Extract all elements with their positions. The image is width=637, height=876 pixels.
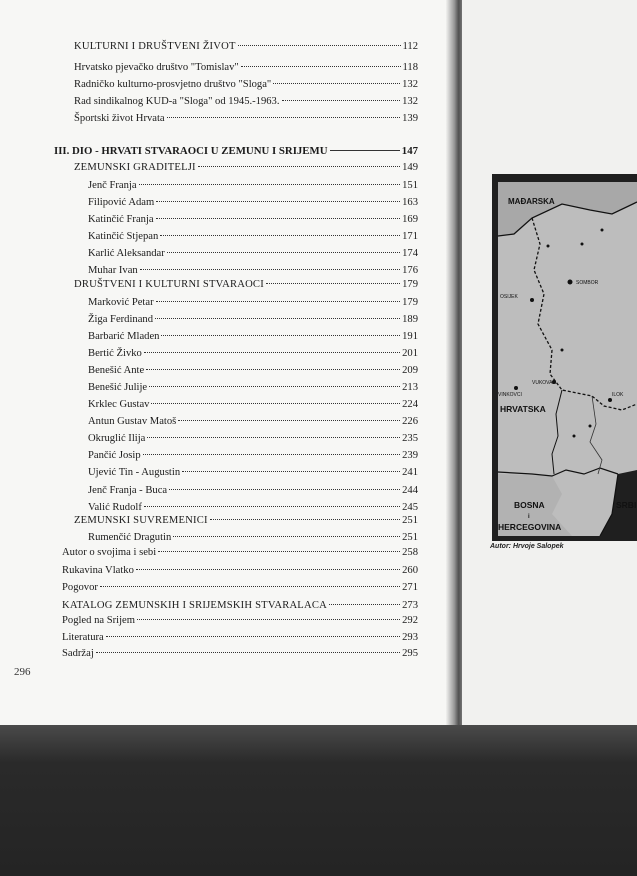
toc-entry-title: Filipović Adam xyxy=(88,197,155,208)
toc-entry-title: Benešić Julije xyxy=(88,382,148,393)
toc-page-number: 169 xyxy=(402,214,418,225)
toc-entry xyxy=(62,565,418,581)
toc-entry-title: Muhar Ivan xyxy=(88,265,138,276)
toc-page-number: 179 xyxy=(402,279,418,290)
toc-entry-title: Autor o svojima i sebi xyxy=(62,547,157,558)
toc-page-number: 149 xyxy=(402,162,418,173)
toc-leader-dots xyxy=(136,569,400,570)
toc-entry xyxy=(62,600,418,616)
toc-entry-title: Marković Petar xyxy=(88,297,154,308)
toc-entry-title: Katinčić Franja xyxy=(88,214,154,225)
toc-leader-dots xyxy=(156,218,401,219)
toc-entry xyxy=(88,399,418,415)
toc-leader-dots xyxy=(140,269,400,270)
toc-entry xyxy=(74,279,418,295)
toc-leader-dots xyxy=(147,437,400,438)
toc-entry xyxy=(62,648,418,664)
toc-entry xyxy=(88,532,418,548)
toc-page-number: 118 xyxy=(402,62,418,73)
toc-leader-dots xyxy=(330,150,400,151)
toc-entry xyxy=(74,113,418,129)
toc-entry xyxy=(88,248,418,264)
toc-entry-title: Valić Rudolf xyxy=(88,502,142,513)
toc-entry xyxy=(88,314,418,330)
toc-page-number: 163 xyxy=(402,197,418,208)
toc-entry-title: ZEMUNSKI SUVREMENICI xyxy=(74,515,208,526)
toc-entry-title: KATALOG ZEMUNSKIH I SRIJEMSKIH STVARALACA xyxy=(62,600,327,611)
toc-leader-dots xyxy=(158,551,400,552)
map-label-ilok: ILOK xyxy=(612,392,624,398)
toc-leader-dots xyxy=(182,471,400,472)
toc-entry-title: Rad sindikalnog KUD-a "Sloga" od 1945.-1963. xyxy=(74,96,280,107)
map-label-madarska: MAĐARSKA xyxy=(508,197,555,206)
toc-entry xyxy=(88,180,418,196)
toc-entry xyxy=(88,467,418,483)
toc-leader-dots xyxy=(329,604,400,605)
map-caption: Autor: Hrvoje Salopek xyxy=(490,543,564,550)
toc-leader-dots xyxy=(167,252,400,253)
toc-page-number: 179 xyxy=(402,297,418,308)
toc-leader-dots xyxy=(241,66,401,67)
toc-entry xyxy=(88,433,418,449)
toc-entry xyxy=(74,515,418,531)
toc-entry-title: Jenč Franja xyxy=(88,180,137,191)
map-label-sombor: SOMBOR xyxy=(576,280,599,286)
toc-leader-dots xyxy=(155,318,400,319)
toc-leader-dots xyxy=(160,235,400,236)
toc-entry xyxy=(88,297,418,313)
map-label-vinkovci: VINKOVCI xyxy=(498,392,522,398)
toc-entry-title: Karlić Aleksandar xyxy=(88,248,165,259)
toc-entry-title: Bertić Živko xyxy=(88,348,142,359)
toc-leader-dots xyxy=(100,586,400,587)
toc-entry xyxy=(62,582,418,598)
toc-page-number: 273 xyxy=(402,600,418,611)
toc-entry xyxy=(74,96,418,112)
toc-page-number: 213 xyxy=(402,382,418,393)
toc-entry xyxy=(74,162,418,178)
toc-page-number: 226 xyxy=(402,416,418,427)
toc-page-number: 258 xyxy=(402,547,418,558)
toc-entry-title: Rumenčić Dragutin xyxy=(88,532,172,543)
toc-entry-title: Sadržaj xyxy=(62,648,94,659)
toc-entry-title: DRUŠTVENI I KULTURNI STVARAOCI xyxy=(74,279,264,290)
toc-page-number: 271 xyxy=(402,582,418,593)
toc-leader-dots xyxy=(173,536,400,537)
toc-entry xyxy=(74,41,418,57)
toc-page-number: 112 xyxy=(402,41,418,52)
toc-entry-title: Pogled na Srijem xyxy=(62,615,135,626)
map-label-osijek: OSIJEK xyxy=(500,294,518,300)
map-label-hrvatska: HRVATSKA xyxy=(500,404,546,414)
toc-page-number: 174 xyxy=(402,248,418,259)
toc-leader-dots xyxy=(143,454,400,455)
toc-leader-dots xyxy=(137,619,400,620)
toc-entry-title: III. DIO - HRVATI STVARAOCI U ZEMUNU I SRIJEMU xyxy=(54,145,328,157)
toc-leader-dots xyxy=(156,301,401,302)
toc-page-number: 260 xyxy=(402,565,418,576)
toc-entry-title: Športski život Hrvata xyxy=(74,113,165,124)
toc-entry xyxy=(88,416,418,432)
map-label-bosna: BOSNA xyxy=(514,500,545,510)
toc-page-number: 235 xyxy=(402,433,418,444)
toc-page-number: 151 xyxy=(402,180,418,191)
toc-page-number: 245 xyxy=(402,502,418,513)
toc-page-number: 132 xyxy=(402,79,418,90)
toc-leader-dots xyxy=(96,652,400,653)
toc-leader-dots xyxy=(169,489,400,490)
toc-entry xyxy=(88,197,418,213)
toc-page-number: 171 xyxy=(402,231,418,242)
toc-leader-dots xyxy=(146,369,400,370)
toc-entry xyxy=(88,450,418,466)
toc-page-number: 189 xyxy=(402,314,418,325)
toc-page-number: 295 xyxy=(402,648,418,659)
toc-entry-title: Antun Gustav Matoš xyxy=(88,416,177,427)
toc-entry xyxy=(88,231,418,247)
toc-entry xyxy=(62,632,418,648)
toc-leader-dots xyxy=(198,166,400,167)
map-label-bosna-sep: i xyxy=(528,514,530,520)
toc-entry-title: Okruglić Ilija xyxy=(88,433,146,444)
toc-page-number: 209 xyxy=(402,365,418,376)
map-label-srbija: SRBI xyxy=(616,500,637,510)
toc-entry-title: Ujević Tin - Augustin xyxy=(88,467,181,478)
toc-leader-dots xyxy=(149,386,400,387)
toc-page-number: 139 xyxy=(402,113,418,124)
page-number: 296 xyxy=(14,666,31,678)
toc-entry-title: Jenč Franja - Buca xyxy=(88,485,168,496)
toc-entry xyxy=(62,615,418,631)
toc-entry xyxy=(74,62,418,78)
toc-entry-title: Katinčić Stjepan xyxy=(88,231,159,242)
toc-leader-dots xyxy=(167,117,400,118)
toc-leader-dots xyxy=(144,352,400,353)
toc-page-number: 201 xyxy=(402,348,418,359)
toc-leader-dots xyxy=(210,519,400,520)
toc-entry xyxy=(88,365,418,381)
toc-page-number: 224 xyxy=(402,399,418,410)
map-label-vukovar: VUKOVAR xyxy=(532,380,557,386)
map-illustration xyxy=(492,174,637,541)
toc-entry xyxy=(88,331,418,347)
toc-leader-dots xyxy=(151,403,400,404)
toc-entry-title: Pogovor xyxy=(62,582,98,593)
toc-page-number: 251 xyxy=(402,515,418,526)
toc-entry xyxy=(88,485,418,501)
toc-entry xyxy=(62,547,418,563)
toc-entry-title: ZEMUNSKI GRADITELJI xyxy=(74,162,196,173)
scanner-shadow xyxy=(0,725,637,876)
toc-entry-title: Barbarić Mladen xyxy=(88,331,160,342)
toc-leader-dots xyxy=(178,420,400,421)
toc-entry xyxy=(74,79,418,95)
toc-entry xyxy=(88,214,418,230)
toc-page-number: 176 xyxy=(402,265,418,276)
toc-leader-dots xyxy=(266,283,400,284)
toc-page-number: 239 xyxy=(402,450,418,461)
toc-page-number: 191 xyxy=(402,331,418,342)
toc-entry-title: Literatura xyxy=(62,632,104,643)
toc-entry-title: Pančić Josip xyxy=(88,450,141,461)
toc-entry-title: Hrvatsko pjevačko društvo "Tomislav" xyxy=(74,62,239,73)
toc-page-number: 241 xyxy=(402,467,418,478)
toc-leader-dots xyxy=(139,184,401,185)
toc-page-number: 244 xyxy=(402,485,418,496)
toc-entry-title: Rukavina Vlatko xyxy=(62,565,134,576)
toc-page-number: 293 xyxy=(402,632,418,643)
toc-leader-dots xyxy=(156,201,400,202)
toc-entry-title: Radničko kulturno-prosvjetno društvo "Sloga" xyxy=(74,79,272,90)
toc-page-number: 251 xyxy=(402,532,418,543)
toc-page-number: 147 xyxy=(401,145,418,157)
toc-entry xyxy=(88,348,418,364)
toc-entry-title: Žiga Ferdinand xyxy=(88,314,154,325)
toc-entry-title: Benešić Ante xyxy=(88,365,145,376)
toc-leader-dots xyxy=(144,506,400,507)
toc-entry xyxy=(88,382,418,398)
toc-leader-dots xyxy=(273,83,400,84)
toc-page-number: 132 xyxy=(402,96,418,107)
toc-entry-title: Krklec Gustav xyxy=(88,399,150,410)
toc-leader-dots xyxy=(106,636,400,637)
toc-page-number: 292 xyxy=(402,615,418,626)
toc-leader-dots xyxy=(282,100,401,101)
toc-section-heading xyxy=(54,145,418,161)
map-label-hercegovina: HERCEGOVINA xyxy=(498,522,562,532)
toc-leader-dots xyxy=(161,335,400,336)
toc-leader-dots xyxy=(238,45,401,46)
toc-entry-title: KULTURNI I DRUŠTVENI ŽIVOT xyxy=(74,41,236,52)
